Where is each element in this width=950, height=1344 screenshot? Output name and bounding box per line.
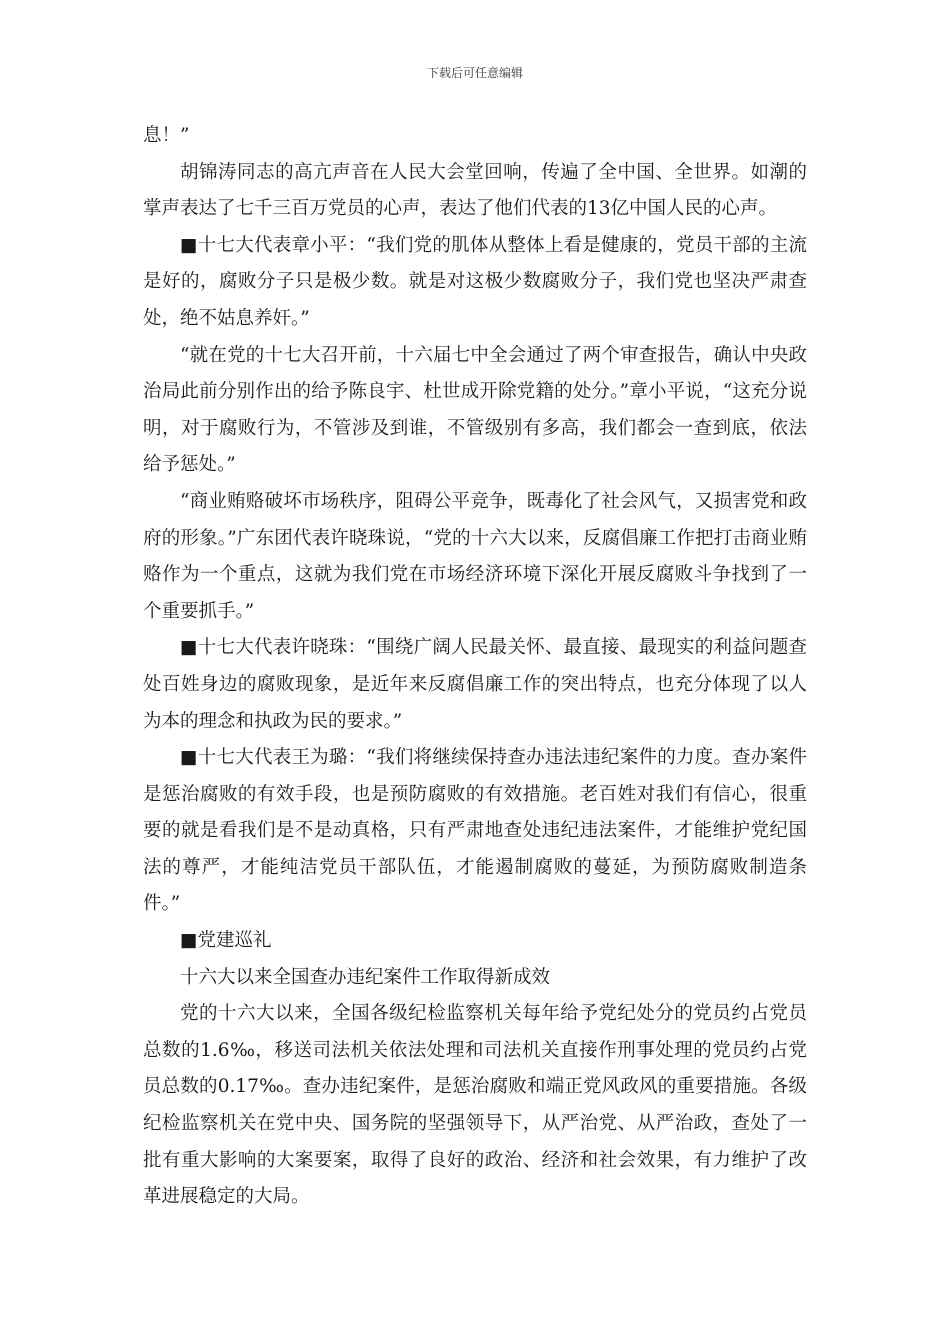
section-heading-party-building: ■党建巡礼 (180, 930, 272, 952)
article-title: 十六大以来全国查办违纪案件工作取得新成效 (180, 966, 551, 988)
paragraph-zhang-xiaoping-quote: ■十七大代表章小平：“我们党的肌体从整体上看是健康的，党员干部的主流是好的，腐败分子只是极少数。就是对这极少数腐败分子，我们党也坚决严肃查处，绝不姑息养奸。” (143, 234, 807, 329)
paragraph-xu-xiaozhu-quote: ■十七大代表许晓珠：“围绕广阔人民最关怀、最直接、最现实的利益问题查处百姓身边的腐败现象，是近年来反腐倡廉工作的突出特点，也充分体现了以人为本的理念和执政为民的要求。” (143, 637, 807, 732)
document-body (143, 118, 807, 1216)
paragraph-commercial-bribery: “商业贿赂破坏市场秩序，阻碍公平竞争，既毒化了社会风气，又损害党和政府的形象。”广东团代表许晓珠说，“党的十六大以来，反腐倡廉工作把打击商业贿赂作为一个重点，这就为我们党在市场经济环境下深化开展反腐败斗争找到了一个重要抓手。” (143, 490, 807, 622)
paragraph-wang-weilu-quote: ■十七大代表王为璐：“我们将继续保持查办违法违纪案件的力度。查办案件是惩治腐败的有效手段，也是预防腐败的有效措施。老百姓对我们有信心，很重要的就是看我们是不是动真格，只有严肃地查处违纪违法案件，才能维护党纪国法的尊严，才能纯洁党员干部队伍，才能遏制腐败的蔓延，为预防腐败制造条件。” (143, 747, 807, 915)
paragraph-hu-jintao-voice: 胡锦涛同志的高亢声音在人民大会堂回响，传遍了全中国、全世界。如潮的掌声表达了七千三百万党员的心声，表达了他们代表的13亿中国人民的心声。 (143, 161, 807, 220)
paragraph-continuation: 息！” (143, 125, 190, 146)
paragraph-case-statistics: 党的十六大以来，全国各级纪检监察机关每年给予党纪处分的党员约占党员总数的1.6‰，移送司法机关依法处理和司法机关直接作刑事处理的党员约占党员总数的0.17‰。查办违纪案件，是惩治腐败和端正党风政风的重要措施。各级纪检监察机关在党中央、国务院的坚强领导下，从严治党、从严治政，查处了一批有重大影响的大案要案，取得了良好的政治、经济和社会效果，有力维护了改革进展稳定的大局。 (143, 1003, 807, 1208)
paragraph-zhang-xiaoping-remark: “就在党的十七大召开前，十六届七中全会通过了两个审查报告，确认中央政治局此前分别作出的给予陈良宇、杜世成开除党籍的处分。”章小平说，“这充分说明，对于腐败行为，不管涉及到谁，不管级别有多高，我们都会一查到底，依法给予惩处。” (143, 344, 807, 476)
page-header-note: 下载后可任意编辑 (426, 66, 523, 80)
